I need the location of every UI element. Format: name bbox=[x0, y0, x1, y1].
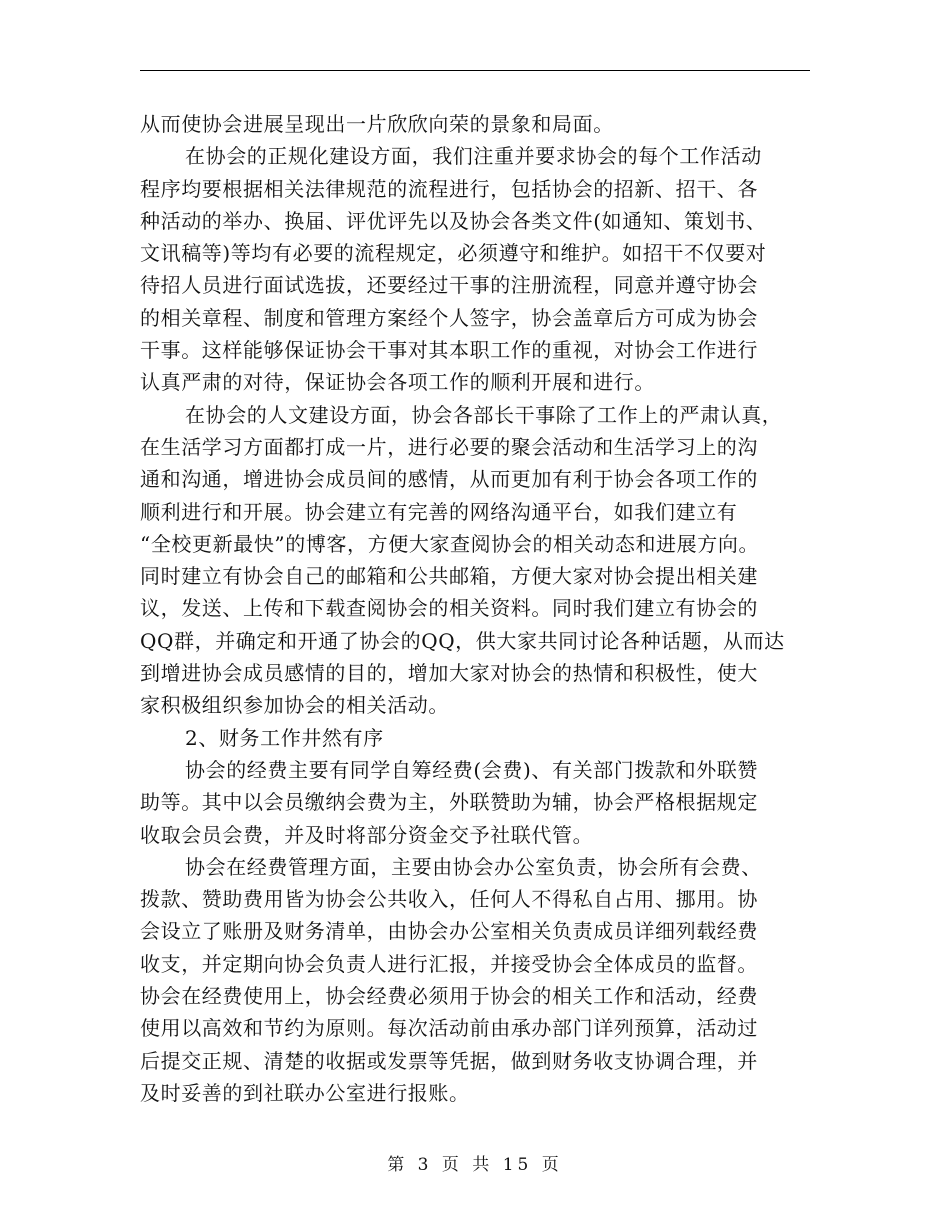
text-line: 协会在经费使用上，协会经费必须用于协会的相关工作和活动，经费 bbox=[140, 984, 758, 1009]
text-line: 待招人员进行面试选拔，还要经过干事的注册流程，同意并遵守协会 bbox=[140, 273, 758, 298]
paragraph bbox=[140, 754, 820, 851]
paragraph bbox=[140, 140, 820, 398]
paragraph bbox=[140, 851, 820, 1109]
text-line: 到增进协会成员感情的目的，增加大家对协会的热情和积极性，使大 bbox=[140, 661, 758, 686]
text-line: 助等。其中以会员缴纳会费为主，外联赞助为辅，协会严格根据规定 bbox=[140, 790, 758, 815]
document-body bbox=[140, 108, 820, 1109]
text-line: 协会在经费管理方面，主要由协会办公室负责，协会所有会费、 bbox=[185, 854, 762, 879]
text-line: 及时妥善的到社联办公室进行报账。 bbox=[140, 1080, 470, 1105]
text-line: 从而使协会进展呈现出一片欣欣向荣的景象和局面。 bbox=[140, 112, 614, 136]
text-line: 的相关章程、制度和管理方案经个人签字，协会盖章后方可成为协会 bbox=[140, 305, 758, 330]
text-line: 拨款、赞助费用皆为协会公共收入，任何人不得私自占用、挪用。协 bbox=[140, 887, 758, 912]
text-line: 同时建立有协会自己的邮箱和公共邮箱，方便大家对协会提出相关建 bbox=[140, 564, 758, 589]
text-line: 收取会员会费，并及时将部分资金交予社联代管。 bbox=[140, 822, 594, 847]
text-line: 2、财务工作井然有序 bbox=[185, 725, 384, 750]
text-line: 顺利进行和开展。协会建立有完善的网络沟通平台，如我们建立有 bbox=[140, 499, 738, 524]
text-line: 会设立了账册及财务清单，由协会办公室相关负责成员详细列载经费 bbox=[140, 919, 758, 944]
text-line: 在协会的正规化建设方面，我们注重并要求协会的每个工作活动 bbox=[185, 144, 762, 169]
header-rule bbox=[140, 70, 810, 71]
text-line: 干事。这样能够保证协会干事对其本职工作的重视，对协会工作进行 bbox=[140, 338, 758, 363]
text-line: 在协会的人文建设方面，协会各部长干事除了工作上的严肃认真， bbox=[185, 402, 783, 427]
text-line: QQ群，并确定和开通了协会的QQ，供大家共同讨论各种话题，从而达 bbox=[140, 628, 785, 653]
text-line: 议，发送、上传和下载查阅协会的相关资料。同时我们建立有协会的 bbox=[140, 596, 758, 621]
text-line: 程序均要根据相关法律规范的流程进行，包括协会的招新、招干、各 bbox=[140, 176, 758, 201]
text-line: 在生活学习方面都打成一片，进行必要的聚会活动和生活学习上的沟 bbox=[140, 434, 758, 459]
text-line: 通和沟通，增进协会成员间的感情，从而更加有利于协会各项工作的 bbox=[140, 467, 758, 492]
paragraph bbox=[140, 722, 820, 754]
paragraph bbox=[140, 108, 820, 140]
text-line: 协会的经费主要有同学自筹经费(会费)、有关部门拨款和外联赞 bbox=[185, 757, 759, 782]
text-line: 使用以高效和节约为原则。每次活动前由承办部门详列预算，活动过 bbox=[140, 1016, 758, 1041]
paragraph bbox=[140, 399, 820, 722]
text-line: 认真严肃的对待，保证协会各项工作的顺利开展和进行。 bbox=[140, 370, 655, 395]
text-line: “全校更新最快”的博客，方便大家查阅协会的相关动态和进展方向。 bbox=[140, 531, 760, 556]
text-line: 后提交正规、清楚的收据或发票等凭据，做到财务收支协调合理，并 bbox=[140, 1048, 758, 1073]
text-line: 种活动的举办、换届、评优评先以及协会各类文件(如通知、策划书、 bbox=[140, 208, 767, 233]
text-line: 家积极组织参加协会的相关活动。 bbox=[140, 693, 449, 718]
text-line: 文讯稿等)等均有必要的流程规定，必须遵守和维护。如招干不仅要对 bbox=[140, 241, 767, 266]
page-number: 第 3 页 共 15 页 bbox=[387, 1155, 563, 1175]
text-line: 收支，并定期向协会负责人进行汇报，并接受协会全体成员的监督。 bbox=[140, 951, 758, 976]
